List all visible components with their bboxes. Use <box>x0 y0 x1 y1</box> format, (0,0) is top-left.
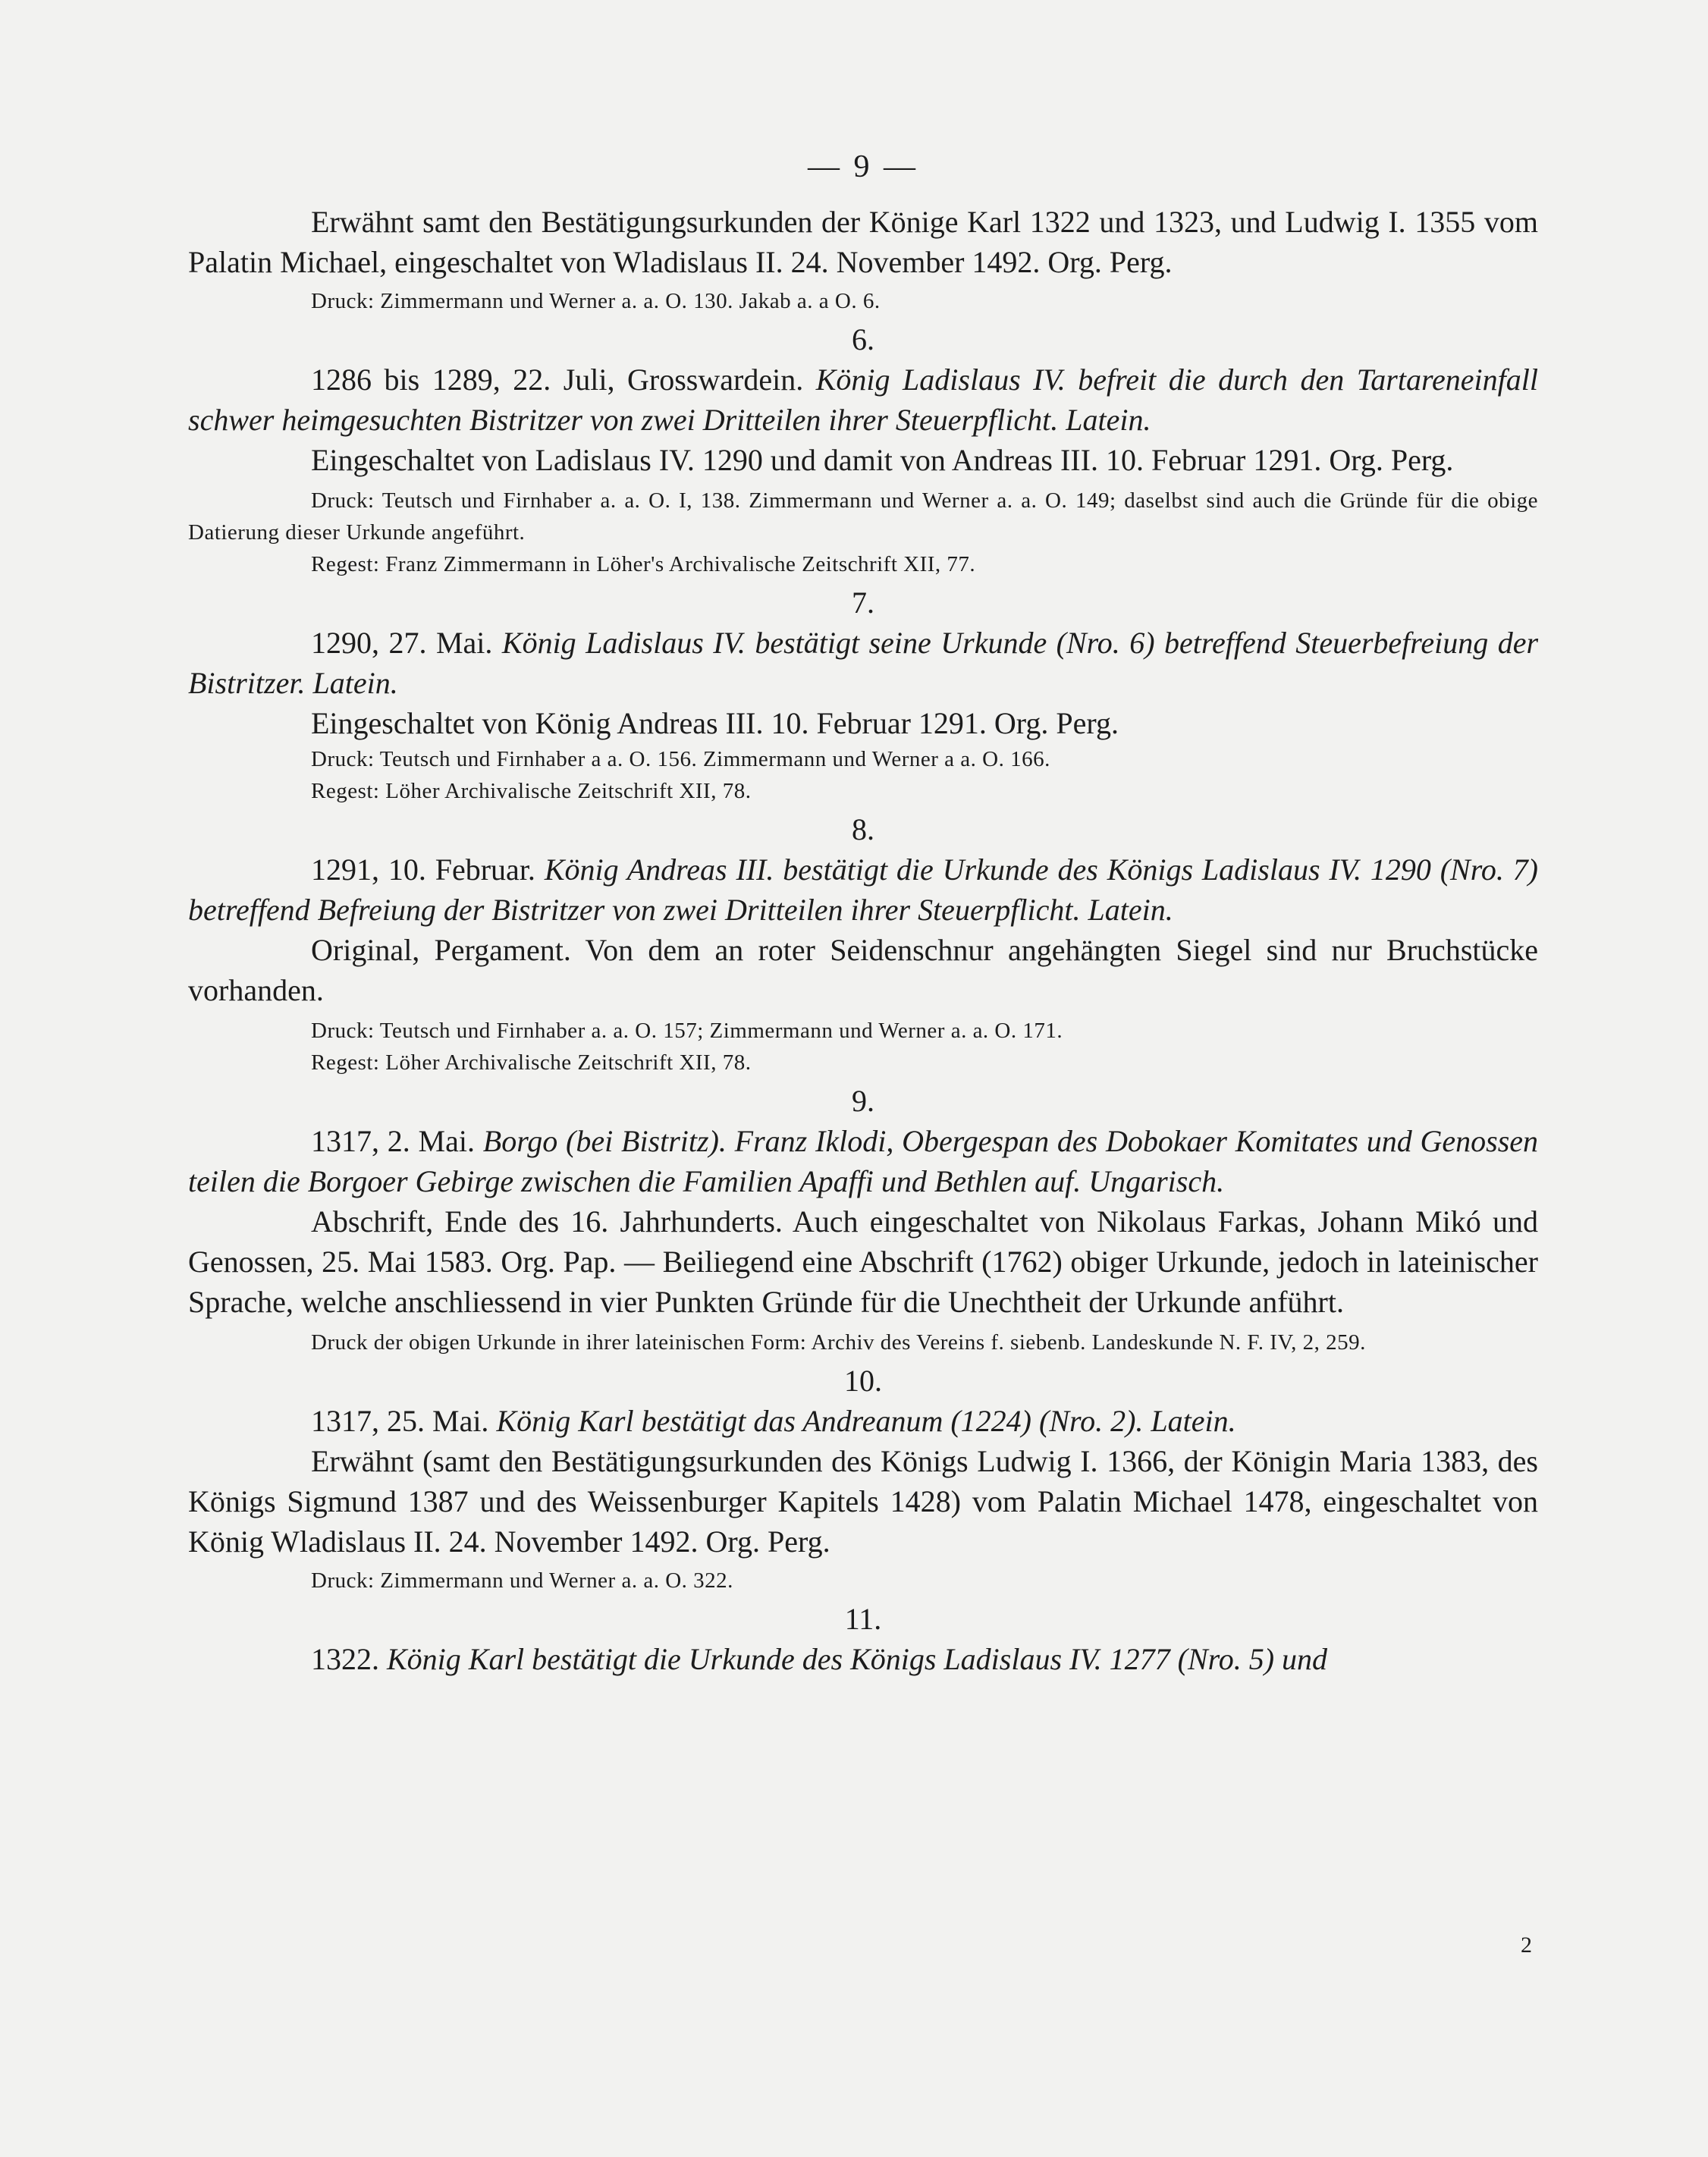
entry-heading <box>188 1121 1538 1201</box>
text-column <box>188 137 1538 1679</box>
entry-number: 11. <box>844 1602 882 1636</box>
entry-date: 1322. <box>311 1642 379 1676</box>
entry-date: 1286 bis 1289, 22. Juli, Grosswardein. <box>311 363 804 397</box>
entry-body: Eingeschaltet von König Andreas III. 10. Februar 1291. Org. Perg. <box>311 706 1119 740</box>
entry-heading-text: Borgo (bei Bistritz). Franz Iklodi, Obergespan des Dobokaer Komitates und Genossen teilen die Borgoer Gebirge zwischen die Familien Apaffi und Bethlen auf. Ungarisch. <box>188 1124 1539 1198</box>
entry-number: 7. <box>852 586 874 620</box>
entry-heading-text: König Ladislaus IV. befreit die durch den Tartareneinfall schwer heimgesuchten Bistritzer von zwei Dritteilen ihrer Steuerpflicht. Latein. <box>188 363 1539 437</box>
entry-regest: Regest: Franz Zimmermann in Löher's Archivalische Zeitschrift XII, 77. <box>311 552 976 576</box>
entry-druck: Druck: Teutsch und Firnhaber a a. O. 156. Zimmermann und Werner a a. O. 166. <box>311 747 1050 771</box>
entry-heading <box>188 360 1538 440</box>
entry-regest: Regest: Löher Archivalische Zeitschrift XII, 78. <box>311 1050 752 1075</box>
entry-druck: Druck: Zimmermann und Werner a. a. O. 322. <box>311 1568 733 1593</box>
entry-heading <box>188 1401 1538 1441</box>
entry-date: 1291, 10. Februar. <box>311 852 535 887</box>
entry-10 <box>188 1361 1538 1597</box>
entry-heading-text: König Karl bestätigt die Urkunde des Königs Ladislaus IV. 1277 (Nro. 5) und <box>387 1642 1328 1676</box>
intro-druck: Druck: Zimmermann und Werner a. a. O. 130. Jakab a. a O. 6. <box>311 289 881 313</box>
entry-date: 1317, 25. Mai. <box>311 1404 489 1438</box>
entry-6 <box>188 320 1538 580</box>
entry-8 <box>188 810 1538 1078</box>
entry-druck: Druck: Teutsch und Firnhaber a. a. O. I, 138. Zimmermann und Werner a. a. O. 149; daselbst sind auch die Gründe für die obige Datierung dieser Urkunde angeführt. <box>188 488 1538 545</box>
entry-date: 1317, 2. Mai. <box>311 1124 475 1158</box>
entry-regest: Regest: Löher Archivalische Zeitschrift XII, 78. <box>311 779 752 803</box>
entry-body: Erwähnt (samt den Bestätigungsurkunden des Königs Ludwig I. 1366, der Königin Maria 1383, des Königs Sigmund 1387 und des Weissenburger Kapitels 1428) vom Palatin Michael 1478, eingeschaltet von König Wladislaus II. 24. November 1492. Org. Perg. <box>188 1444 1538 1559</box>
entry-9 <box>188 1082 1538 1358</box>
signature-mark: 2 <box>1521 1933 1532 1958</box>
entry-heading-text: König Ladislaus IV. bestätigt seine Urkunde (Nro. 6) betreffend Steuerbefreiung der Bistritzer. Latein. <box>188 626 1539 700</box>
entry-date: 1290, 27. Mai. <box>311 626 493 660</box>
entry-number: 9. <box>852 1084 874 1118</box>
entry-heading <box>188 623 1538 703</box>
entry-heading <box>188 1639 1538 1679</box>
entry-body: Abschrift, Ende des 16. Jahrhunderts. Auch eingeschaltet von Nikolaus Farkas, Johann Mikó und Genossen, 25. Mai 1583. Org. Pap. — Beiliegend eine Abschrift (1762) obiger Urkunde, jedoch in lateinischer Sprache, welche anschliessend in vier Punkten Gründe für die Unechtheit der Urkunde anführt. <box>188 1204 1538 1319</box>
intro-body: Erwähnt samt den Bestätigungsurkunden der Könige Karl 1322 und 1323, und Ludwig I. 1355 vom Palatin Michael, eingeschaltet von Wladislaus II. 24. November 1492. Org. Perg. <box>188 205 1538 279</box>
entry-body: Eingeschaltet von Ladislaus IV. 1290 und damit von Andreas III. 10. Februar 1291. Org. Perg. <box>311 443 1454 477</box>
entry-7 <box>188 583 1538 807</box>
entry-heading-text: König Andreas III. bestätigt die Urkunde des Königs Ladislaus IV. 1290 (Nro. 7) betreffend Befreiung der Bistritzer von zwei Dritteilen ihrer Steuerpflicht. Latein. <box>188 852 1539 927</box>
entry-11 <box>188 1600 1538 1679</box>
entry-druck: Druck der obigen Urkunde in ihrer lateinischen Form: Archiv des Vereins f. siebenb. Landeskunde N. F. IV, 2, 259. <box>311 1330 1366 1355</box>
entry-number: 10. <box>844 1364 882 1398</box>
entry-number: 8. <box>852 812 874 846</box>
entry-heading-text: König Karl bestätigt das Andreanum (1224) (Nro. 2). Latein. <box>496 1404 1236 1438</box>
entry-druck: Druck: Teutsch und Firnhaber a. a. O. 157; Zimmermann und Werner a. a. O. 171. <box>311 1019 1063 1043</box>
entry-number: 6. <box>852 322 874 356</box>
entry-body: Original, Pergament. Von dem an roter Seidenschnur angehängten Siegel sind nur Bruchstücke vorhanden. <box>188 933 1538 1007</box>
page-number: — 9 — <box>808 149 918 184</box>
entry-heading <box>188 849 1538 930</box>
